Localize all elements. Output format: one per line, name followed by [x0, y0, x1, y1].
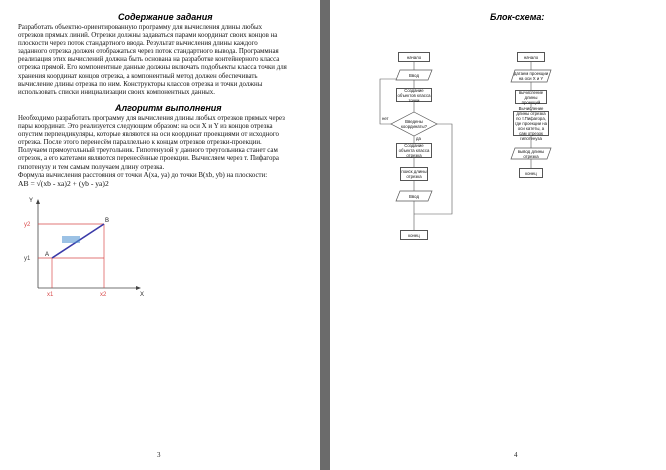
left-create-points: Создание объектов класса точки [397, 87, 431, 103]
right-start: начало [517, 52, 545, 62]
left-create-segment: Создание объекта класса отрезка [396, 143, 432, 158]
algorithm-paragraph [18, 115, 306, 188]
decision-yes: да [416, 136, 421, 141]
algo-line: пары координат. Это реализуется следующим образом: на оси X и Y из концов отрезка [18, 123, 273, 131]
task-line: вычисление длины отрезка по ним. Конструкторы классов отрезка и точки должны [18, 80, 263, 88]
left-end: конец [400, 230, 428, 240]
y-axis-arrow [36, 199, 40, 204]
projection-diagram [14, 196, 154, 300]
page-3 [0, 0, 320, 470]
formula: AB = √(xb - xa)2 + (yb - ya)2 [18, 178, 109, 188]
task-line: отрезка прямой. Его компонентные данные должны включать подобъекты класса точки для [18, 64, 287, 72]
page-number: 3 [157, 451, 161, 459]
decision-label: Введены координаты? [400, 119, 428, 129]
left-output-label: Ввод [409, 193, 419, 199]
y1-label: y1 [24, 256, 31, 262]
axis-y-label: Y [29, 198, 34, 204]
axis-x-label: X [140, 292, 145, 298]
x-axis-arrow [136, 286, 141, 290]
right-end: конец [519, 168, 543, 178]
algo-line: опустим перпендикуляры, которые являются на оси координат проекциями от исходного [18, 131, 279, 139]
point-b-label: B [105, 218, 110, 224]
algo-line: Получаем прямоугольный треугольник. Гипотенузой у данного треугольника станет сам [18, 147, 278, 155]
watermark [62, 236, 80, 243]
task-line: хранения координат концов отрезка, а компонентный метод должен обеспечивать [18, 72, 258, 80]
task-line: заданного отрезка должен отображаться через поток стандартного вывода. Программная [18, 48, 279, 56]
right-pythagoras: Вычисление длины отрезка по т.Пифагора, где проекции на оси катеты, а сам отрезок гипотенуза [514, 106, 548, 141]
flowchart-heading: Блок-схема: [490, 12, 545, 22]
algorithm-heading: Алгоритм выполнения [115, 103, 222, 113]
task-line: Разработать объектно-ориентированную программу для вычисления длины любых [18, 24, 263, 31]
page-4 [330, 0, 666, 470]
x1-label: x1 [47, 292, 54, 298]
task-line: использовать списки инициализации своих компонентных данных. [18, 88, 215, 96]
right-output-label: вывод длины отрезка [517, 148, 545, 159]
left-start: начало [398, 52, 430, 62]
flowchart-connectors [330, 0, 666, 470]
task-line: плоскости через поток стандартного ввода. Результат вычисления длины каждого [18, 40, 258, 48]
left-find-length: поиск длины отрезка [401, 169, 427, 179]
page-number: 4 [514, 451, 518, 459]
algo-line: отрезка. После этого перенесём параллельно к концам отрезков отрезки-проекции. [18, 139, 262, 147]
algo-line: Формула вычисления расстояния от точки A(xa, ya) до точки B(xb, yb) на плоскости: [18, 171, 268, 179]
left-input-label: Ввод [409, 72, 419, 78]
x2-label: x2 [100, 292, 107, 298]
point-a-label: A [45, 252, 50, 258]
algo-line: Необходимо разработать программу для вычисления длины любых отрезков прямых через [18, 115, 285, 122]
task-line: реализация этих вычислений должна быть основана на разработке контейнерного класса [18, 56, 280, 64]
algo-line: отрезок, а его катетами являются перенесённые проекции. Вычисляем через т. Пифагора [18, 155, 279, 163]
algo-line: гипотенузу и тем самым получаем длину отрезка. [18, 163, 165, 171]
task-heading: Содержание задания [118, 12, 213, 22]
task-paragraph [18, 24, 306, 97]
y2-label: y2 [24, 222, 31, 228]
decision-no: нет [382, 116, 389, 121]
right-input-label: датаем проекции на оси X и Y [513, 71, 549, 81]
task-line: отрезков прямых линий. Отрезки должны задаваться парами координат своих концов на [18, 32, 278, 40]
right-compute-projections: вычисление длины проекций [515, 90, 547, 104]
